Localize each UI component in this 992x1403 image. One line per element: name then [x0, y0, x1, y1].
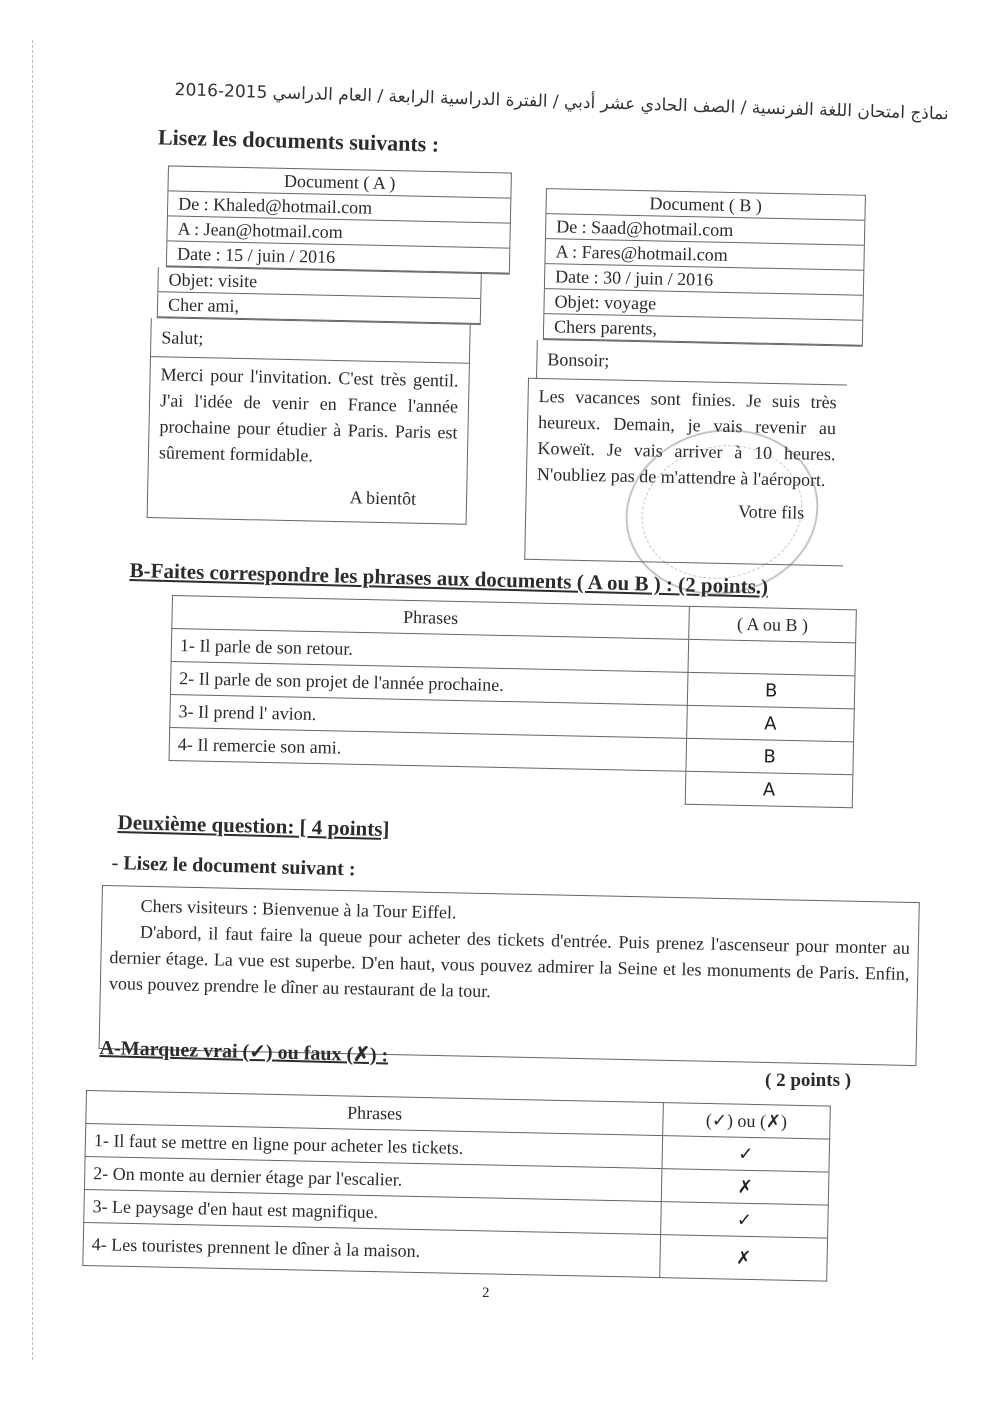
part-b-answer-2: B: [687, 672, 855, 708]
part-b-answer-3: A: [687, 705, 855, 741]
part-a-phrase-4: 4- Les touristes prennent le dîner à la maison.: [83, 1222, 661, 1277]
eiffel-line-1: Chers visiteurs : Bienvenue à la Tour Eiffel.: [140, 895, 457, 923]
part-a-col-phrases: Phrases: [86, 1091, 664, 1136]
part-a-title: A-Marquez vrai (✓) ou faux (✗) :: [99, 1036, 389, 1067]
part-b-table: [168, 595, 857, 808]
page-number: 2: [482, 1285, 490, 1301]
part-a-answer-1: ✓: [662, 1136, 830, 1172]
part-b-answer-extra: A: [685, 771, 853, 807]
doc-b-title: Document ( B ): [546, 189, 864, 221]
question-2-instruction: - Lisez le document suivant :: [111, 852, 356, 881]
scan-margin-line: [32, 40, 33, 1360]
part-b-col-answer: ( A ou B ): [689, 606, 857, 642]
doc-b-closing: Votre fils: [737, 501, 805, 523]
part-b-answer-4: B: [686, 738, 854, 774]
part-a-answer-4: ✗: [660, 1235, 828, 1281]
doc-a-from: De : Khaled@hotmail.com: [168, 191, 510, 223]
section-title-read-documents: Lisez les documents suivants :: [157, 124, 440, 157]
doc-a-closing: A bientôt: [349, 487, 417, 509]
part-b-table-wrap: [168, 595, 857, 808]
part-b-col-phrases: Phrases: [172, 596, 690, 640]
doc-a-salut: Salut;: [151, 318, 470, 364]
doc-b-greeting: Chers parents,: [544, 314, 862, 346]
part-a-phrase-2: 2- On monte au dernier étage par l'escalier.: [84, 1156, 662, 1201]
arabic-header: نماذج امتحان اللغة الفرنسية / الصف الحادي عشر أدبي / الفترة الدراسية الرابعة / العام الدراسي 2015-2016: [174, 80, 949, 125]
doc-b-salut: Bonsoir;: [547, 349, 610, 371]
doc-a-to: A : Jean@hotmail.com: [167, 216, 509, 248]
doc-a-date: Date : 15 / juin / 2016: [167, 241, 509, 273]
question-2-title: Deuxième question: [ 4 points]: [117, 810, 390, 842]
part-b-title: B-Faites correspondre les phrases aux documents ( A ou B ) : (2 points.): [129, 558, 769, 599]
doc-b-subject: Objet: voyage: [544, 289, 862, 321]
part-a-points: ( 2 points ): [765, 1070, 852, 1091]
document-a: [141, 165, 493, 525]
doc-a-title: Document ( A ): [168, 166, 510, 198]
part-a-phrase-1: 1- Il faut se mettre en ligne pour acheter les tickets.: [85, 1124, 663, 1169]
part-b-phrase-4: 4- Il remercie son ami.: [169, 727, 687, 771]
part-b-phrase-2: 2- Il parle de son projet de l'année prochaine.: [170, 661, 688, 705]
doc-b-from: De : Saad@hotmail.com: [546, 214, 864, 246]
doc-b-to: A : Fares@hotmail.com: [545, 239, 863, 271]
part-a-answer-2: ✗: [661, 1169, 829, 1205]
doc-b-date: Date : 30 / juin / 2016: [545, 264, 863, 296]
part-a-table: [82, 1090, 831, 1282]
part-a-table-wrap: [82, 1090, 831, 1282]
doc-a-subject: Objet: visite: [158, 267, 480, 299]
eiffel-line-2: D'abord, il faut faire la queue pour acheter des tickets d'entrée. Puis prenez l'ascenseur pour monter au dernier étage. La vue est superbe. D'en haut, vous pouvez admirer la Seine et les monuments de Paris. Enfin, vous pouvez prendre le dîner au restaurant de la tour.: [108, 921, 911, 1002]
part-b-answer-1: [688, 639, 856, 675]
doc-b-body: Les vacances sont finies. Je suis très heureux. Demain, je vais revenir au Koweït. Je vais arriver à 10 heures. N'oubliez pas de m'attendre à l'aéroport.: [536, 386, 837, 491]
part-a-answer-3: ✓: [661, 1202, 829, 1238]
part-b-phrase-3: 3- Il prend l' avion.: [170, 694, 688, 738]
part-a-phrase-3: 3- Le paysage d'en haut est magnifique.: [84, 1189, 662, 1234]
doc-a-body: Merci pour l'invitation. C'est très gentil. J'ai l'idée de venir en France l'année prochaine pour étudier à Paris. Paris est sûrement formidable.: [158, 364, 459, 466]
part-b-phrase-1: 1- Il parle de son retour.: [171, 629, 689, 673]
doc-a-greeting: Cher ami,: [158, 292, 480, 324]
part-a-col-answer: (✓) ou (✗): [663, 1103, 831, 1139]
